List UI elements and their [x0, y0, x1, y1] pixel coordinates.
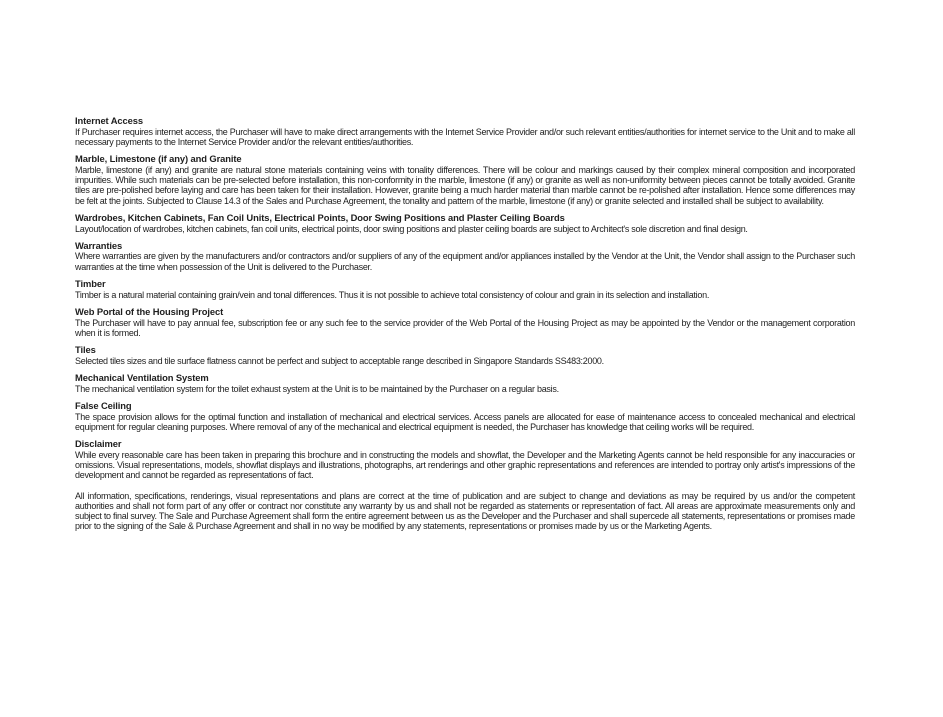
section-text: Selected tiles sizes and tile surface flatness cannot be perfect and subject to acceptable range described in Singapore Standards SS483:2000.	[75, 355, 604, 366]
section-internet-access	[75, 116, 855, 147]
section-text: Layout/location of wardrobes, kitchen cabinets, fan coil units, electrical points, door swing positions and plaster ceiling boards are subject to Architect's sole discretion and final design.	[75, 223, 748, 234]
section-title: Wardrobes, Kitchen Cabinets, Fan Coil Units, Electrical Points, Door Swing Positions and Plaster Ceiling Boards	[75, 211, 565, 223]
section-title: Internet Access	[75, 115, 143, 126]
section-text: Timber is a natural material containing grain/vein and tonal differences. Thus it is not possible to achieve total consistency of colour and grain in its selection and installation.	[75, 289, 710, 300]
section-text: Marble, limestone (if any) and granite are natural stone materials containing veins with tonality differences. There will be colour and markings caused by their complex mineral composition and incorporated impurities. While such materials can be pre-selected before installation, this non-conformity in the marble, limestone (if any) or granite as well as non-uniformity between pieces cannot be totally avoided. Granite tiles are pre-polished before laying and care has been taken for their installation. However, granite being a much harder material than marble cannot be re-polished after installation. Hence some differences may be felt at the joints. Subjected to Clause 14.3 of the Sales and Purchase Agreement, the tonality and pattern of the marble, limestone (if any) or granite selected and installed shall be subject to availability.	[75, 164, 855, 206]
section-mechanical-ventilation	[75, 373, 855, 394]
section-web-portal	[75, 307, 855, 338]
section-text: The space provision allows for the optimal function and installation of mechanical and electrical services. Access panels are allocated for ease of maintenance access to concealed mechanical and electrical equipment for regular cleaning purposes. Where removal of any of the mechanical and electrical equipment is needed, the Purchaser has knowledge that ceiling works will be required.	[75, 411, 855, 432]
section-title: Mechanical Ventilation System	[75, 372, 209, 384]
section-marble-limestone-granite	[75, 154, 855, 206]
section-text: The mechanical ventilation system for the toilet exhaust system at the Unit is to be maintained by the Purchaser on a regular basis.	[75, 383, 559, 394]
section-title: Disclaimer	[75, 438, 122, 450]
section-title: Warranties	[75, 239, 123, 251]
document-body	[75, 116, 855, 539]
section-text: Where warranties are given by the manufacturers and/or contractors and/or suppliers of any of the equipment and/or appliances installed by the Vendor at the Unit, the Vendor shall assign to the Purchaser such warranties at the time when possession of the Unit is delivered to the Purchaser.	[75, 251, 855, 272]
section-text: The Purchaser will have to pay annual fee, subscription fee or any such fee to the service provider of the Web Portal of the Housing Project as may be appointed by the Vendor or the management corporation when it is formed.	[75, 317, 855, 338]
section-text: If Purchaser requires internet access, the Purchaser will have to make direct arrangements with the Internet Service Provider and/or such relevant entities/authorities for internet service to the Unit and to make all necessary payments to the Internet Service Provider and/or the relevant entities/authorities.	[75, 126, 855, 147]
section-false-ceiling	[75, 401, 855, 432]
section-tiles	[75, 345, 855, 366]
section-title: False Ceiling	[75, 399, 132, 411]
section-title: Tiles	[75, 344, 96, 356]
section-title: Marble, Limestone (if any) and Granite	[75, 153, 242, 165]
section-timber	[75, 279, 855, 300]
closing-paragraph: All information, specifications, renderings, visual representations and plans are correct at the time of publication and are subject to change and deviations as may be required by us and/or the competent authorities and shall not form part of any offer or contract nor constitute any warranty by us and shall not be regarded as statements or representation of fact. All areas are approximate measurements only and subject to final survey. The Sale and Purchase Agreement shall form the entire agreement between us as the Developer and the Purchaser and shall supercede all statements, representations or promises made prior to the signing of the Sale & Purchase Agreement and shall in no way be modified by any statements, representations or promises made by us or the Marketing Agents.	[75, 490, 855, 532]
section-disclaimer	[75, 439, 855, 532]
section-warranties	[75, 241, 855, 272]
section-title: Timber	[75, 278, 106, 290]
section-wardrobes-kitchen-cabinets	[75, 213, 855, 234]
section-title: Web Portal of the Housing Project	[75, 305, 224, 317]
section-text: While every reasonable care has been taken in preparing this brochure and in constructing the models and showflat, the Developer and the Marketing Agents cannot be held responsible for any inaccuracies or omissions. Visual representations, models, showflat displays and illustrations, photographs, art renderings and other graphic representations and references are intended to portray only artist's impressions of the development and cannot be regarded as representations of fact.	[75, 449, 855, 481]
